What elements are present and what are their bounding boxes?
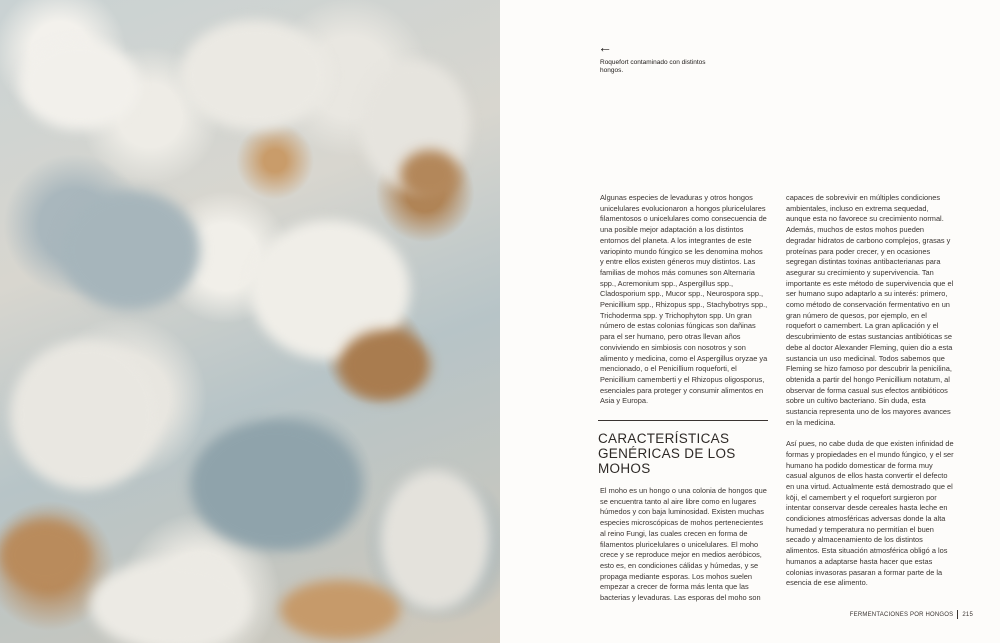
body-paragraph: El moho es un hongo o una colonia de hongos que se encuentra tanto al aire libre como en lugares húmedos y con baja luminosidad. Existen muchas especies microscópicas de mohos pertenecientes al reino Fungi, las cuales crecen en forma de filamentos pluricelulares o unicelulares. El moho crece y se reproduce mejor en medios aeróbicos, esto es, en condiciones cálidas y húmedas, y se propaga mediante esporas. Los mohos suelen empezar a crecer de forma más lenta que las bacterias y levaduras. Las esporas del moho son xyxy=(600,486,767,603)
mold-patch xyxy=(90,560,250,643)
body-column-right xyxy=(786,193,954,589)
page-number: 215 xyxy=(962,611,973,618)
mold-patch xyxy=(20,40,140,130)
rind-patch xyxy=(340,330,430,400)
footer-divider xyxy=(957,610,958,619)
body-paragraph: capaces de sobrevivir en múltiples condiciones ambientales, incluso en extrema sequedad, aunque esta no favorece su crecimiento normal. Además, muchos de estos mohos pueden degradar hidratos de carbono complejos, grasas y proteínas para poder crecer, y en ocasiones segregan distintas toxinas antibacterianas para asegurar su crecimiento y supervivencia. Tan importante es este método de supervivencia que el ser humano supo adaptarlo a su interés: primero, como método de conservación fermentativo en un gran número de quesos, por ejemplo, en el roquefort o camembert. La gran aplicación y el descubrimiento de estas sustancias antibióticas se debe al doctor Alexander Fleming, quien dio a esta sustancia un uso medicinal. Todos sabemos que Fleming se hizo famoso por descubrir la penicilina, obtenida a partir del hongo Penicillium notatum, al observar de forma casual sus efectos antibióticos sobre un cultivo bacteriano. Sin duda, esta sustancia representa uno de los mayores avances en la medicina. xyxy=(786,193,954,427)
page-footer xyxy=(850,610,973,619)
rind-patch xyxy=(280,580,400,640)
body-paragraph: Así pues, no cabe duda de que existen infinidad de formas y propiedades en el mundo fúngico, y el ser humano ha podido domesticar de forma muy casual algunos de ellos hasta convertir el defecto en una virtud. Actualmente está demostrado que el kōji, el camembert y el roquefort surgieron por intentar conservar desde cereales hasta leche en condiciones atmosféricas adversas donde la alta humedad y temperatura no permitían el buen secado y almacenamiento de los distintos alimentos. Esta situación atmosférica obligó a los humanos a adaptarse hasta hacer que estas colonias invasoras pasaran a formar parte de la esencia de ese alimento. xyxy=(786,439,954,588)
rind-patch xyxy=(0,520,90,590)
blue-mold-patch xyxy=(60,190,200,310)
body-column-left xyxy=(600,193,768,407)
body-column-left-lower xyxy=(600,486,768,604)
running-title: FERMENTACIONES POR HONGOS xyxy=(849,611,954,618)
blue-mold-patch xyxy=(190,420,360,550)
mold-patch xyxy=(10,340,160,490)
photo-caption: Roquefort contaminado con distintos hongos. xyxy=(600,59,706,74)
section-heading: CARACTERÍSTICAS GENÉRICAS DE LOS MOHOS xyxy=(598,420,768,476)
mold-patch xyxy=(380,470,490,610)
rind-patch xyxy=(400,150,460,200)
mold-patch xyxy=(180,20,330,130)
body-paragraph: Algunas especies de levaduras y otros hongos unicelulares evolucionaron a hongos pluricelulares filamentosos o unicelulares como consecuencia de una posible mejor adaptación a los distintos entornos del planeta. A los integrantes de este variopinto mundo fúngico se les denomina mohos y entre ellos existen géneros muy distintos. Las familias de mohos más comunes son Alternaria spp., Acremonium spp., Aspergillus spp., Cladosporium spp., Mucor spp., Neurospora spp., Penicillium spp., Rhizopus spp., Stachybotrys spp., Trichoderma spp. y Trichophyton spp. Un gran número de estas colonias fúngicas son dañinas para el ser humano, pero otras llevan años conviviendo en simbiosis con nosotros y son alimento y medicina, como el Aspergillus oryzae ya mencionado, o el Penicillium roqueforti, el Penicillium camemberti y el Rhizopus oligosporus, esenciales para proteger y consumir alimentos en Asia y Europa. xyxy=(600,193,768,406)
left-arrow-icon: ← xyxy=(598,39,612,55)
